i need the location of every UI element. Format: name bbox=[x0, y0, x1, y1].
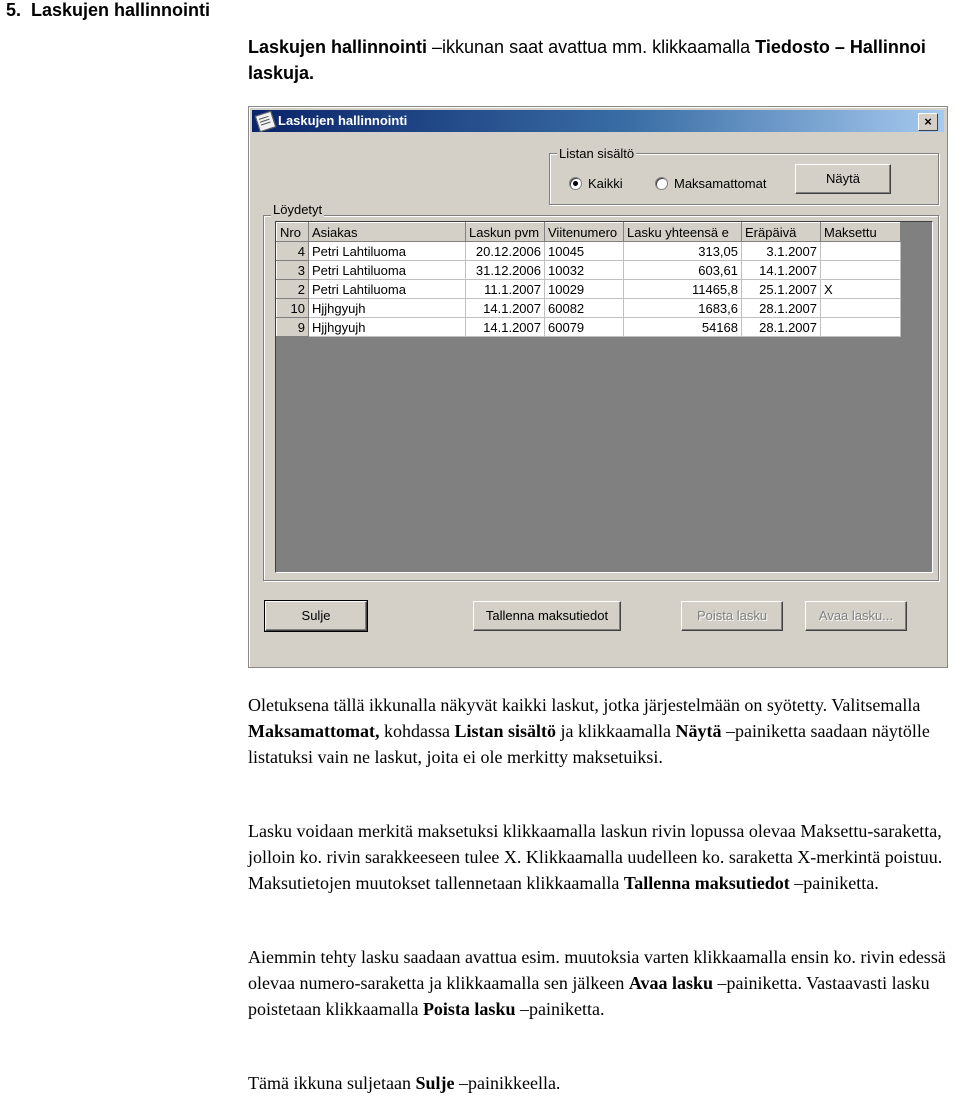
p3-bold-open-invoice: Avaa lasku bbox=[628, 973, 714, 993]
intro-text: –ikkunan saat avattua mm. klikkaamalla bbox=[427, 37, 756, 57]
p2-bold-save-payments: Tallenna maksutiedot bbox=[623, 873, 790, 893]
p1-text-3: ja klikkaamalla bbox=[556, 721, 676, 741]
row-number-cell[interactable]: 10 bbox=[277, 299, 309, 318]
p1-bold-list-content: Listan sisältö bbox=[454, 721, 557, 741]
cell-total: 11465,8 bbox=[624, 280, 742, 299]
p3-text-3: –painiketta. bbox=[515, 999, 605, 1019]
found-label: Löydetyt bbox=[273, 202, 323, 217]
delete-invoice-button-label: Poista lasku bbox=[696, 608, 768, 623]
row-number-cell[interactable]: 9 bbox=[277, 318, 309, 337]
radio-unpaid[interactable] bbox=[655, 176, 766, 191]
cell-customer: Hjjhgyujh bbox=[309, 318, 466, 337]
save-payments-button[interactable] bbox=[473, 601, 621, 631]
cell-paid[interactable] bbox=[821, 261, 901, 280]
cell-customer: Petri Lahtiluoma bbox=[309, 261, 466, 280]
p3-text-2: –painiketta. Vastaavasti lasku poistetaan klikkaamalla bbox=[248, 973, 930, 1019]
invoice-table bbox=[276, 222, 901, 337]
cell-due-date: 28.1.2007 bbox=[742, 318, 821, 337]
window-titlebar[interactable] bbox=[252, 110, 944, 132]
invoice-grid[interactable] bbox=[275, 221, 933, 573]
table-row bbox=[277, 299, 901, 318]
cell-due-date: 14.1.2007 bbox=[742, 261, 821, 280]
p2-text-2: –painiketta. bbox=[789, 873, 879, 893]
cell-invoice-date: 14.1.2007 bbox=[466, 318, 545, 337]
p1-bold-unpaid: Maksamattomat, bbox=[248, 721, 380, 741]
p4-bold-close: Sulje bbox=[415, 1073, 455, 1093]
cell-reference: 10045 bbox=[545, 242, 624, 261]
row-number-cell[interactable]: 3 bbox=[277, 261, 309, 280]
open-invoice-button[interactable] bbox=[805, 601, 907, 631]
cell-reference: 10032 bbox=[545, 261, 624, 280]
p1-text-1: Oletuksena tällä ikkunalla näkyvät kaikki laskut, jotka järjestelmään on syötetty. Valitsemalla bbox=[248, 695, 921, 715]
show-button-label: Näytä bbox=[826, 171, 860, 186]
table-row bbox=[277, 242, 901, 261]
p1-text-4: –painiketta saadaan näytölle listatuksi vain ne laskut, joita ei ole merkitty maksetuiksi. bbox=[248, 721, 930, 767]
cell-due-date: 3.1.2007 bbox=[742, 242, 821, 261]
cell-invoice-date: 31.12.2006 bbox=[466, 261, 545, 280]
paragraph-close bbox=[248, 1070, 958, 1096]
intro-paragraph bbox=[248, 34, 948, 86]
row-number-cell[interactable]: 2 bbox=[277, 280, 309, 299]
col-header-nro[interactable]: Nro bbox=[277, 223, 309, 242]
cell-due-date: 25.1.2007 bbox=[742, 280, 821, 299]
table-row bbox=[277, 318, 901, 337]
col-header-viitenumero[interactable]: Viitenumero bbox=[545, 223, 624, 242]
col-header-asiakas[interactable]: Asiakas bbox=[309, 223, 466, 242]
section-title: Laskujen hallinnointi bbox=[31, 0, 211, 20]
paragraph-default-view bbox=[248, 692, 958, 770]
paragraph-mark-paid bbox=[248, 818, 958, 896]
col-header-lasku-yhteensa[interactable]: Lasku yhteensä e bbox=[624, 223, 742, 242]
close-button[interactable] bbox=[265, 601, 367, 631]
cell-reference: 10029 bbox=[545, 280, 624, 299]
cell-customer: Petri Lahtiluoma bbox=[309, 280, 466, 299]
p3-text-1: Aiemmin tehty lasku saadaan avattua esim. muutoksia varten klikkaamalla ensin ko. rivin edessä olevaa numero-saraketta ja klikkaamalla sen jälkeen bbox=[248, 947, 946, 993]
radio-all-label: Kaikki bbox=[588, 176, 623, 191]
open-invoice-button-label: Avaa lasku... bbox=[818, 608, 894, 623]
radio-unpaid-label: Maksamattomat bbox=[674, 176, 767, 191]
col-header-erapaiva[interactable]: Eräpäivä bbox=[742, 223, 821, 242]
cell-due-date: 28.1.2007 bbox=[742, 299, 821, 318]
cell-reference: 60079 bbox=[545, 318, 624, 337]
list-content-label: Listan sisältö bbox=[559, 146, 635, 161]
table-row bbox=[277, 280, 901, 299]
p2-text-1: Lasku voidaan merkitä maksetuksi klikkaamalla laskun rivin lopussa olevaa Maksettu-saraketta, jolloin ko. rivin sarakkeeseen tulee X. Klikkaamalla uudelleen ko. saraketta X-merkintä poistuu. Maksutietojen muutokset tallennetaan klikkaamalla bbox=[248, 821, 943, 893]
cell-customer: Hjjhgyujh bbox=[309, 299, 466, 318]
radio-all-dot[interactable] bbox=[569, 177, 582, 190]
radio-unpaid-dot[interactable] bbox=[655, 177, 668, 190]
cell-paid[interactable]: X bbox=[821, 280, 901, 299]
p1-bold-show: Näytä bbox=[675, 721, 722, 741]
save-payments-button-label: Tallenna maksutiedot bbox=[485, 608, 609, 623]
delete-invoice-button[interactable] bbox=[681, 601, 783, 631]
section-heading bbox=[6, 0, 210, 21]
cell-paid[interactable] bbox=[821, 318, 901, 337]
cell-paid[interactable] bbox=[821, 299, 901, 318]
cell-paid[interactable] bbox=[821, 242, 901, 261]
table-row bbox=[277, 261, 901, 280]
intro-bold-menu-path: Tiedosto – Hallinnoi laskuja. bbox=[248, 37, 926, 83]
cell-total: 54168 bbox=[624, 318, 742, 337]
cell-invoice-date: 14.1.2007 bbox=[466, 299, 545, 318]
intro-bold-window-name: Laskujen hallinnointi bbox=[248, 37, 428, 57]
window-document-icon bbox=[255, 111, 276, 132]
p3-bold-delete-invoice: Poista lasku bbox=[422, 999, 516, 1019]
p4-text-1: Tämä ikkuna suljetaan bbox=[248, 1073, 416, 1093]
cell-total: 313,05 bbox=[624, 242, 742, 261]
close-button-label: Sulje bbox=[301, 608, 331, 623]
row-number-cell[interactable]: 4 bbox=[277, 242, 309, 261]
p1-text-2: kohdassa bbox=[379, 721, 455, 741]
p4-text-2: –painikkeella. bbox=[454, 1073, 561, 1093]
col-header-maksettu[interactable]: Maksettu bbox=[821, 223, 901, 242]
section-number: 5. bbox=[6, 0, 22, 20]
cell-total: 1683,6 bbox=[624, 299, 742, 318]
window-close-button[interactable]: × bbox=[918, 113, 938, 131]
table-header-row bbox=[277, 223, 901, 242]
invoice-management-window bbox=[248, 106, 948, 668]
cell-customer: Petri Lahtiluoma bbox=[309, 242, 466, 261]
paragraph-open-delete bbox=[248, 944, 958, 1022]
cell-invoice-date: 20.12.2006 bbox=[466, 242, 545, 261]
cell-total: 603,61 bbox=[624, 261, 742, 280]
col-header-laskun-pvm[interactable]: Laskun pvm bbox=[466, 223, 545, 242]
cell-reference: 60082 bbox=[545, 299, 624, 318]
window-title: Laskujen hallinnointi bbox=[278, 113, 408, 128]
show-button[interactable] bbox=[795, 164, 891, 194]
radio-all[interactable] bbox=[569, 176, 623, 191]
cell-invoice-date: 11.1.2007 bbox=[466, 280, 545, 299]
